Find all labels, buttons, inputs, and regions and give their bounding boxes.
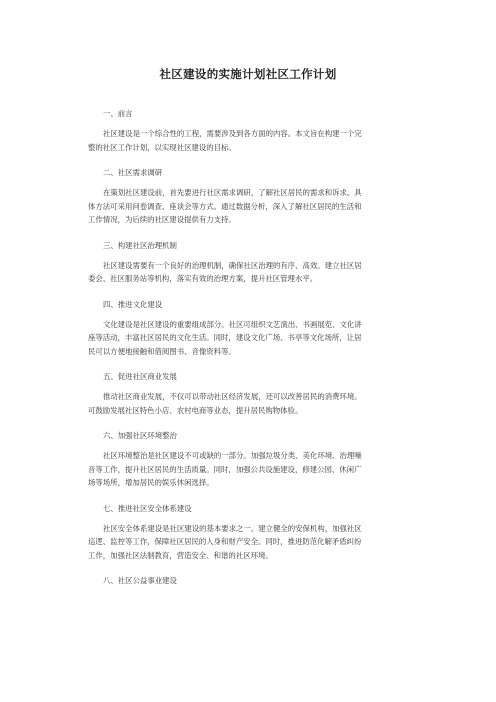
section-heading: 五、促进社区商业发展 bbox=[103, 372, 177, 381]
paragraph-line: 委会、社区服务站等机构，落实有效的治理方案，提升社区管理水平。 bbox=[88, 274, 318, 283]
section-heading: 八、社区公益事业建设 bbox=[103, 576, 177, 585]
section-heading: 四、推进文化建设 bbox=[103, 299, 163, 309]
paragraph-line: 文化建设是社区建设的重要组成部分。社区可组织文艺演出、书画展览、文化讲 bbox=[103, 319, 362, 329]
section-heading: 七、推进社区安全体系建设 bbox=[103, 503, 192, 513]
section-paragraph bbox=[88, 522, 408, 563]
section-heading: 六、加强社区环境整治 bbox=[103, 431, 177, 440]
paragraph-line: 工作，加强社区法制教育，营造安全、和谐的社区环境。 bbox=[88, 550, 273, 560]
paragraph-line: 社区建设需要有一个良好的治理机制，确保社区治理的有序、高效。建立社区居 bbox=[103, 260, 362, 270]
section bbox=[88, 240, 408, 286]
section bbox=[88, 503, 408, 563]
paragraph-line: 座等活动，丰富社区居民的文化生活。同时，建设文化广场、书亭等文化场所，让居 bbox=[88, 333, 362, 342]
paragraph-line: 在策划社区建设前，首先要进行社区需求调研，了解社区居民的需求和诉求。具 bbox=[103, 188, 362, 197]
paragraph-line: 整的社区工作计划，以实现社区建设的目标。 bbox=[88, 142, 236, 152]
paragraph-line: 民可以方便地接触和借阅图书、音像资料等。 bbox=[88, 346, 236, 356]
section-paragraph bbox=[88, 318, 408, 359]
section bbox=[88, 575, 408, 586]
paragraph-line: 音等工作，提升社区居民的生活质量。同时，加强公共设施建设，修建公园、休闲广 bbox=[88, 464, 362, 474]
paragraph-line: 社区建设是一个综合性的工程，需要涉及到各方面的内容。本文旨在构建一个完 bbox=[103, 129, 362, 138]
paragraph-line: 社区环境整治是社区建设不可或缺的一部分。加强垃圾分类、美化环境、治理噪 bbox=[103, 451, 362, 460]
section-paragraph bbox=[88, 449, 408, 490]
section bbox=[88, 299, 408, 359]
paragraph-line: 推动社区商业发展，不仅可以带动社区经济发展，还可以改善居民的消费环境。 bbox=[103, 392, 362, 401]
paragraph-line: 可鼓励发展社区特色小店、农村电商等业态，提升居民购物体验。 bbox=[88, 405, 303, 415]
paragraph-line: 体方法可采用问卷调查、座谈会等方式。通过数据分析，深入了解社区居民的生活和 bbox=[88, 201, 362, 211]
section-paragraph bbox=[88, 259, 408, 286]
section bbox=[88, 108, 408, 154]
section-heading: 三、构建社区治理机制 bbox=[103, 240, 177, 250]
section-heading: 二、社区需求调研 bbox=[103, 168, 163, 177]
section bbox=[88, 371, 408, 417]
section-paragraph bbox=[88, 186, 408, 227]
paragraph-line: 巡逻、监控等工作，保障社区居民的人身和财产安全。同时，推进防范化解矛盾纠纷 bbox=[88, 537, 362, 546]
section-paragraph bbox=[88, 390, 408, 417]
document-title: 社区建设的实施计划社区工作计划 bbox=[159, 67, 337, 81]
section-paragraph bbox=[88, 127, 408, 154]
document-body bbox=[88, 108, 408, 586]
section-heading: 一、前言 bbox=[103, 109, 133, 118]
paragraph-line: 工作情况，为后续的社区建设提供有力支持。 bbox=[88, 215, 236, 224]
paragraph-line: 社区安全体系建设是社区建设的基本要求之一。建立健全的安保机构，加强社区 bbox=[103, 523, 362, 533]
section bbox=[88, 430, 408, 490]
paragraph-line: 场等场所，增加居民的娱乐休闲选择。 bbox=[88, 478, 214, 487]
section bbox=[88, 167, 408, 227]
